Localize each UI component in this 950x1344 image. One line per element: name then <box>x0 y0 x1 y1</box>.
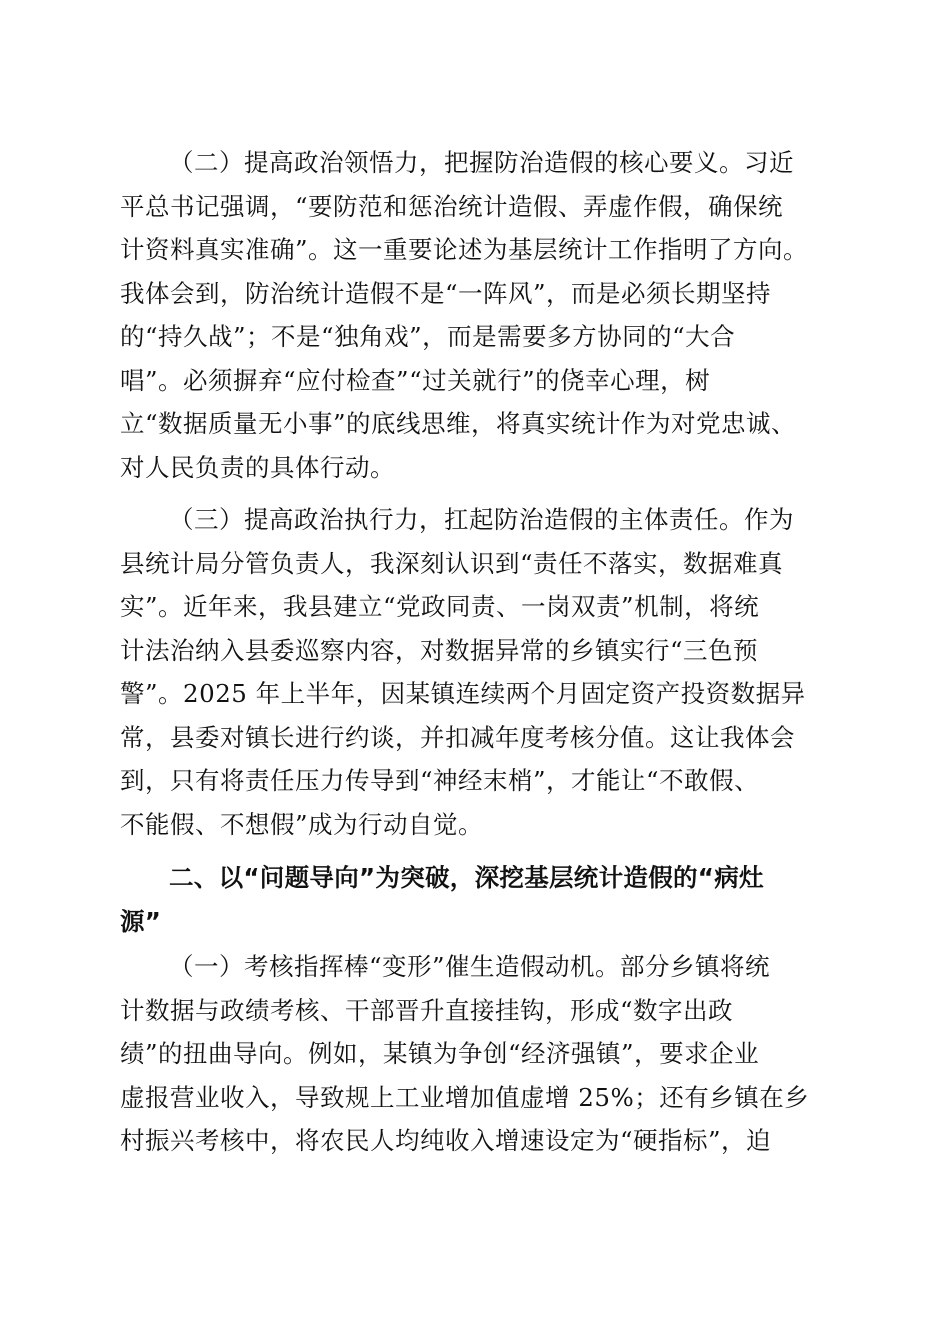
paragraph-line: 立“数据质量无小事”的底线思维，将真实统计作为对党忠诚、 <box>120 409 797 438</box>
paragraph-line: 的“持久战”；不是“独角戏”，而是需要多方协同的“大合 <box>120 322 736 351</box>
paragraph-line: 县统计局分管负责人，我深刻认识到“责任不落实，数据难真 <box>120 548 784 578</box>
paragraph-line: 平总书记强调，“要防范和惩治统计造假、弄虚作假，确保统 <box>120 191 784 221</box>
paragraph-assessment-distortion <box>120 945 830 1163</box>
paragraph-line: 计资料真实准确”。这一重要论述为基层统计工作指明了方向。 <box>120 235 809 264</box>
paragraph-line: 我体会到，防治统计造假不是“一阵风”，而是必须长期坚持 <box>120 278 772 308</box>
paragraph-line: 常，县委对镇长进行约谈，并扣减年度考核分值。这让我体会 <box>120 722 795 752</box>
paragraph-political-execution <box>120 498 830 846</box>
paragraph-line: 实”。近年来，我县建立“党政同责、一岗双责”机制，将统 <box>120 592 760 621</box>
paragraph-line: 警”。2025 年上半年，因某镇连续两个月固定资产投资数据异 <box>120 679 806 708</box>
paragraph-line: 到，只有将责任压力传导到“神经末梢”，才能让“不敢假、 <box>120 766 760 795</box>
paragraph-line: 计数据与政绩考核、干部晋升直接挂钩，形成“数字出政 <box>120 995 734 1025</box>
paragraph-line: （二）提高政治领悟力，把握防治造假的核心要义。习近 <box>169 148 794 177</box>
paragraph-line: 不能假、不想假”成为行动自觉。 <box>120 809 484 839</box>
heading-line: 二、以“问题导向”为突破，深挖基层统计造假的“病灶 <box>169 863 764 892</box>
paragraph-line: 计法治纳入县委巡察内容，对数据异常的乡镇实行“三色预 <box>120 635 759 665</box>
paragraph-line: 对人民负责的具体行动。 <box>120 452 395 482</box>
paragraph-line: （三）提高政治执行力，扛起防治造假的主体责任。作为 <box>169 505 794 534</box>
paragraph-line: （一）考核指挥棒“变形”催生造假动机。部分乡镇将统 <box>169 952 771 981</box>
paragraph-line: 村振兴考核中，将农民人均纯收入增速设定为“硬指标”，迫 <box>120 1126 772 1155</box>
paragraph-political-understanding <box>120 141 830 489</box>
section-heading <box>120 856 830 943</box>
paragraph-line: 绩”的扭曲导向。例如，某镇为争创“经济强镇”，要求企业 <box>120 1039 760 1068</box>
paragraph-line: 虚报营业收入，导致规上工业增加值虚增 25%；还有乡镇在乡 <box>120 1082 810 1112</box>
paragraph-line: 唱”。必须摒弃“应付检查”“过关就行”的侥幸心理，树 <box>120 365 711 395</box>
heading-line: 源” <box>120 906 162 936</box>
